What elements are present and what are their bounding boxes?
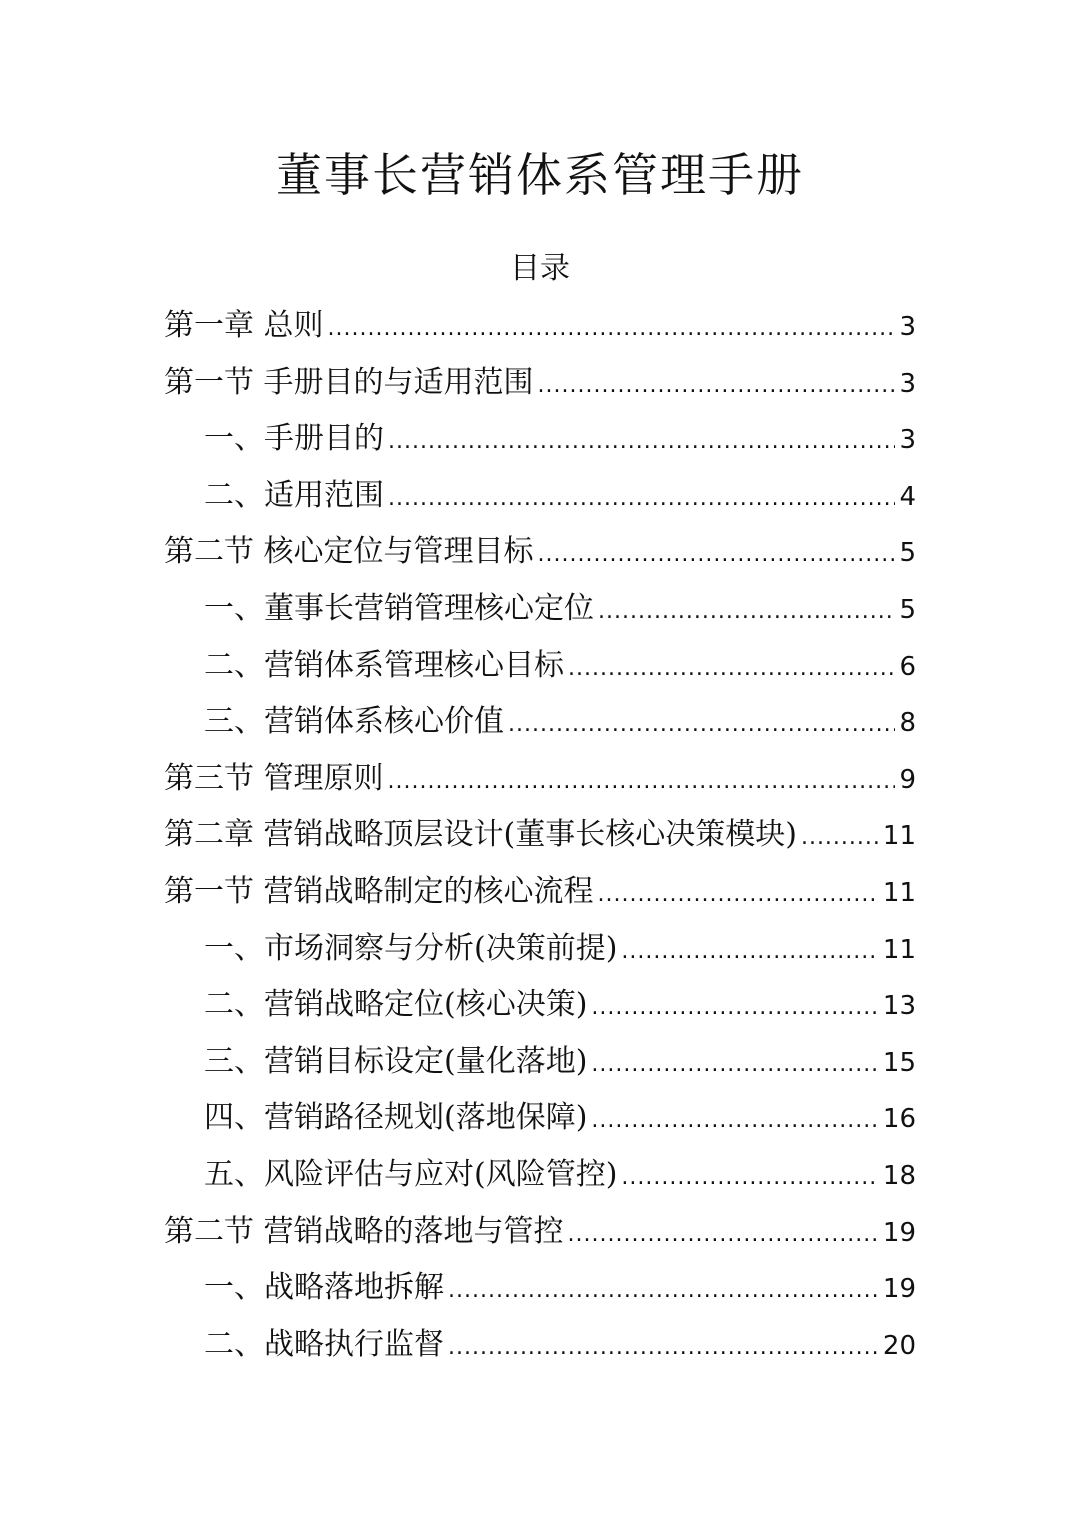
toc-page-number: 16 bbox=[882, 1104, 916, 1135]
toc-entry-text: 第一节 营销战略制定的核心流程 bbox=[164, 873, 594, 909]
toc-dot-leader bbox=[538, 527, 896, 584]
document-title: 董事长营销体系管理手册 bbox=[276, 148, 804, 202]
toc-page-number: 15 bbox=[882, 1047, 916, 1078]
toc-entry[interactable] bbox=[0, 864, 1080, 921]
toc-dot-leader bbox=[598, 584, 895, 641]
toc-entry-text: 第一章 总则 bbox=[164, 308, 324, 343]
toc-entry-text: 二、营销体系管理核心目标 bbox=[204, 647, 564, 683]
toc-entry-text: 第二章 营销战略顶层设计(董事长核心决策模块) bbox=[164, 817, 797, 853]
toc-entry-text: 第一节 手册目的与适用范围 bbox=[164, 364, 534, 400]
toc-page-number: 13 bbox=[882, 991, 916, 1022]
toc-page-number: 8 bbox=[899, 708, 916, 739]
toc-entry-text: 二、营销战略定位(核心决策) bbox=[204, 987, 588, 1023]
toc-entry-text: 五、风险评估与应对(风险管控) bbox=[204, 1156, 618, 1192]
toc-entry[interactable] bbox=[0, 1147, 1080, 1204]
toc-entry-text: 第二节 营销战略的落地与管控 bbox=[164, 1213, 564, 1249]
toc-entry-text: 二、适用范围 bbox=[204, 477, 384, 513]
toc-page-number: 5 bbox=[899, 594, 916, 625]
toc-page-number: 9 bbox=[899, 764, 916, 795]
toc-dot-leader bbox=[328, 301, 896, 358]
toc-page-number: 11 bbox=[882, 821, 916, 852]
toc-dot-leader bbox=[388, 471, 895, 528]
toc-entry-text: 第三节 管理原则 bbox=[164, 760, 384, 796]
toc-dot-leader bbox=[801, 810, 879, 867]
toc-page-number: 3 bbox=[899, 368, 916, 399]
toc-entry[interactable] bbox=[0, 921, 1080, 978]
toc-entry[interactable] bbox=[0, 1204, 1080, 1261]
toc-dot-leader bbox=[388, 414, 895, 471]
toc-page-number: 4 bbox=[899, 481, 916, 512]
toc-entry-text: 一、董事长营销管理核心定位 bbox=[204, 590, 594, 626]
toc-entry[interactable] bbox=[0, 807, 1080, 864]
toc-dot-leader bbox=[568, 641, 895, 698]
toc-dot-leader bbox=[591, 1037, 878, 1094]
toc-page-number: 3 bbox=[899, 425, 916, 456]
toc-page-number: 19 bbox=[882, 1274, 916, 1305]
toc-entry[interactable] bbox=[0, 694, 1080, 751]
toc-page-number: 5 bbox=[899, 538, 916, 569]
toc-page-number: 20 bbox=[882, 1330, 916, 1361]
toc-dot-leader bbox=[568, 1207, 879, 1264]
toc-dot-leader bbox=[621, 1150, 878, 1207]
toc-entry[interactable] bbox=[0, 1260, 1080, 1317]
toc-entry-text: 一、手册目的 bbox=[204, 421, 384, 457]
toc-entry-text: 第二节 核心定位与管理目标 bbox=[164, 534, 534, 570]
toc-dot-leader bbox=[591, 980, 878, 1037]
toc-entry[interactable] bbox=[0, 468, 1080, 525]
toc-entry-text: 一、市场洞察与分析(决策前提) bbox=[204, 930, 618, 966]
toc-entry[interactable] bbox=[0, 1317, 1080, 1374]
toc-entry[interactable] bbox=[0, 638, 1080, 695]
toc-entry[interactable] bbox=[0, 1090, 1080, 1147]
toc-entry[interactable] bbox=[0, 524, 1080, 581]
toc-entry[interactable] bbox=[0, 1034, 1080, 1091]
toc-entry-text: 一、战略落地拆解 bbox=[204, 1270, 444, 1306]
toc-entry[interactable] bbox=[0, 411, 1080, 468]
toc-page-number: 11 bbox=[882, 877, 916, 908]
toc-entry[interactable] bbox=[0, 751, 1080, 808]
toc-dot-leader bbox=[598, 867, 879, 924]
toc-page-number: 11 bbox=[882, 934, 916, 965]
toc-dot-leader bbox=[508, 697, 895, 754]
toc-page-number: 6 bbox=[899, 651, 916, 682]
toc-dot-leader bbox=[538, 358, 896, 415]
toc-page-number: 19 bbox=[882, 1217, 916, 1248]
toc-dot-leader bbox=[388, 754, 896, 811]
toc-entry-text: 三、营销目标设定(量化落地) bbox=[204, 1043, 588, 1079]
toc-entry[interactable] bbox=[0, 581, 1080, 638]
toc-heading: 目录 bbox=[510, 251, 570, 286]
toc-entry-text: 二、战略执行监督 bbox=[204, 1326, 444, 1362]
toc-entry[interactable] bbox=[0, 298, 1080, 355]
toc-dot-leader bbox=[591, 1093, 878, 1150]
toc-page-number: 18 bbox=[882, 1160, 916, 1191]
toc-entry[interactable] bbox=[0, 977, 1080, 1034]
toc-dot-leader bbox=[621, 924, 878, 981]
toc-entry[interactable] bbox=[0, 355, 1080, 412]
table-of-contents bbox=[0, 298, 1080, 1373]
toc-dot-leader bbox=[448, 1263, 879, 1320]
toc-entry-text: 四、营销路径规划(落地保障) bbox=[204, 1100, 588, 1136]
toc-page-number: 3 bbox=[899, 312, 916, 342]
toc-dot-leader bbox=[448, 1320, 879, 1377]
toc-entry-text: 三、营销体系核心价值 bbox=[204, 704, 504, 740]
